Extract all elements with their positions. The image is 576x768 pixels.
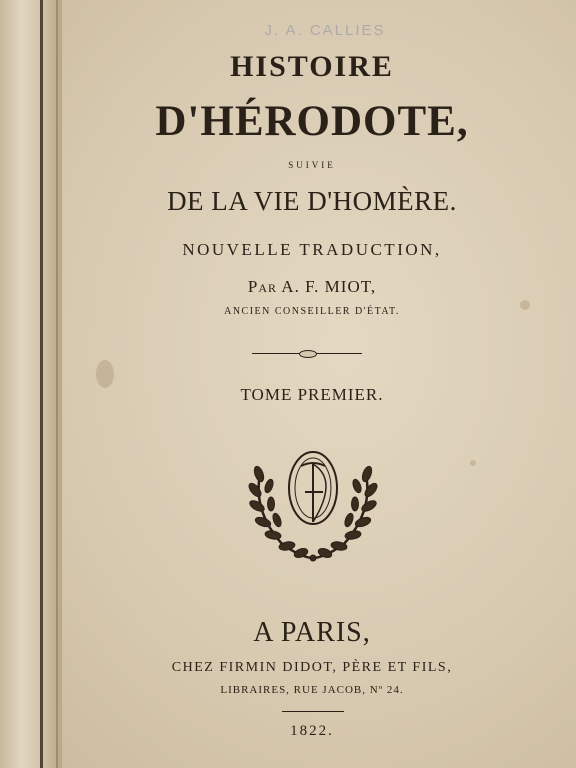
gutter-spine-line (40, 0, 43, 768)
title-line-3: DE LA VIE D'HOMÈRE. (167, 186, 457, 216)
imprint-rule (282, 711, 344, 712)
publication-year: 1822. (290, 723, 334, 739)
volume-label: TOME PREMIER. (240, 385, 384, 404)
monogram-icon (289, 452, 337, 524)
ornamental-rule (252, 353, 362, 354)
publisher-emblem (243, 440, 383, 570)
rule-ornament-icon (299, 350, 317, 358)
imprint-city: A PARIS, (253, 617, 371, 648)
imprint-address: LIBRAIRES, RUE JACOB, Nº 24. (220, 684, 404, 696)
translator-role: ANCIEN CONSEILLER D'ÉTAT. (224, 306, 400, 317)
gutter-edge-line (56, 0, 58, 768)
translator-byline: Par A. F. MIOT, (247, 277, 377, 296)
foxing-stain (470, 460, 476, 466)
book-gutter (0, 0, 62, 768)
title-connector: SUIVIE (288, 160, 336, 170)
title-line-2: D'HÉRODOTE, (155, 98, 469, 145)
ownership-stamp: J. A. CALLIES (264, 22, 386, 39)
subtitle: NOUVELLE TRADUCTION, (182, 240, 442, 259)
title-line-1: HISTOIRE (230, 50, 394, 83)
imprint-publisher: CHEZ FIRMIN DIDOT, PÈRE ET FILS, (171, 660, 453, 675)
foxing-stain (96, 360, 114, 388)
